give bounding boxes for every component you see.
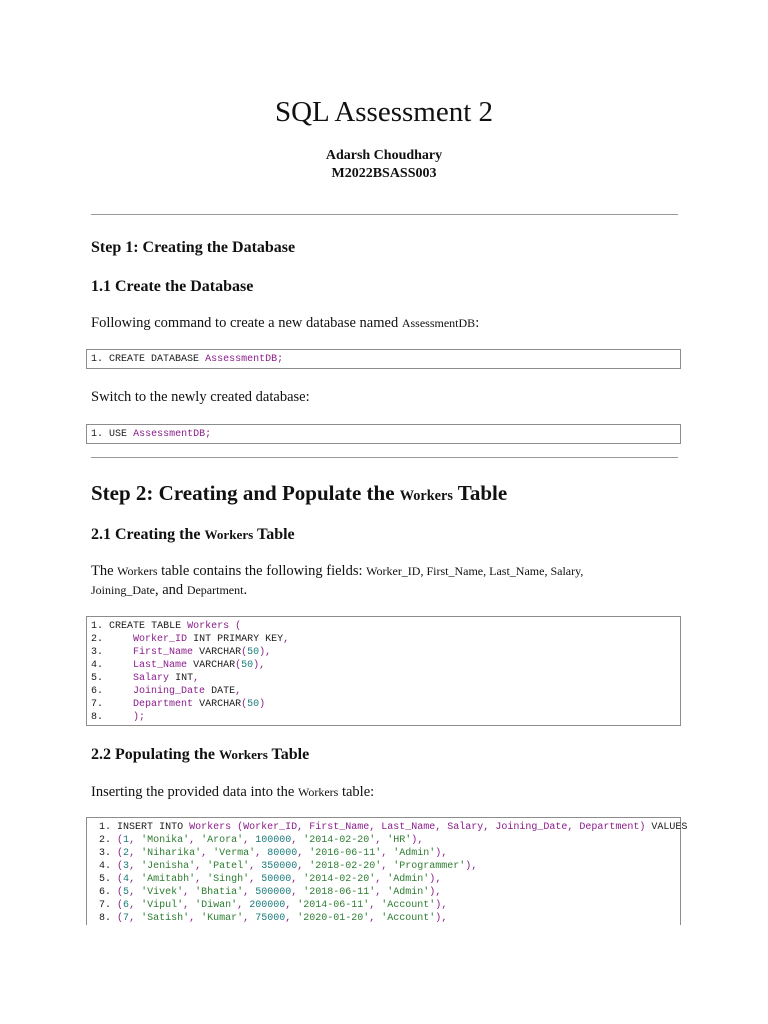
code-punct: ) [429,887,436,898]
line-number: 1. [93,822,112,833]
code-line [91,620,680,633]
code-punct: ; [139,712,146,723]
code-punct: , [129,835,136,846]
code-punct: ( [117,861,124,872]
step1-subheading: 1.1 Create the Database [91,278,254,295]
divider [91,457,678,458]
code-number: 80000 [267,848,298,859]
code-punct: , [471,861,478,872]
code-string: 'Patel' [207,861,250,872]
insert-table-name: Workers [297,785,339,799]
fields-paragraph-line1 [91,561,583,581]
subheading-table: Workers [219,747,268,762]
code-punct: ( [117,848,124,859]
code-punct: ( [117,913,124,924]
code-keyword: CREATE [109,621,146,632]
code-punct: , [369,822,376,833]
fields-text: , and [155,582,184,598]
code-line [93,912,680,925]
code-line [91,698,680,711]
code-punct: ( [241,647,248,658]
code-punct: , [291,874,298,885]
code-identifier: Joining_Date [495,822,568,833]
line-number: 2. [93,835,112,846]
code-punct: , [441,913,448,924]
code-number: 5 [123,887,130,898]
code-number: 350000 [261,861,298,872]
code-string: '2018-02-20' [309,861,382,872]
line-number: 2. [91,634,104,645]
code-identifier: Last_Name [381,822,436,833]
code-identifier: AssessmentDB [205,354,278,365]
code-number: 500000 [255,887,292,898]
code-punct: , [255,848,262,859]
step2-subheading-populate [91,744,309,766]
use-database-code [86,424,681,444]
code-punct: ) [259,699,266,710]
code-string: 'Verma' [213,848,256,859]
code-punct: , [193,673,200,684]
code-punct: ( [117,887,124,898]
code-keyword: KEY [265,634,284,645]
code-punct: ( [117,874,124,885]
code-string: '2016-06-11' [309,848,382,859]
line-number: 6. [93,887,112,898]
code-identifier: Salary [133,673,170,684]
code-string: '2014-02-20' [303,874,376,885]
fields-list: Worker_ID, First_Name, Last_Name, Salary, [366,564,584,578]
code-string: 'Jenisha' [141,861,196,872]
subheading-table: Workers [204,527,254,542]
code-punct: ) [429,874,436,885]
code-punct: ) [465,861,472,872]
code-identifier: First_Name [133,647,194,658]
code-keyword: VALUES [651,822,688,833]
code-line [93,834,680,847]
code-string: 'Arora' [201,835,244,846]
code-identifier: Worker_ID [133,634,188,645]
author-name: Adarsh Choudhary [325,148,443,163]
code-text [103,634,133,645]
intro-text: Following command to create a new database named [91,315,399,331]
step1-heading: Step 1: Creating the Database [91,239,296,256]
code-punct: , [183,900,190,911]
code-punct: , [435,822,442,833]
code-text [103,647,133,658]
code-line [91,685,680,698]
insert-text: Inserting the provided data into the [91,784,295,800]
code-text [103,673,133,684]
code-punct: , [435,887,442,898]
code-line [91,646,680,659]
code-punct: , [441,900,448,911]
code-punct: , [375,874,382,885]
code-keyword: VARCHAR [193,660,236,671]
code-line [93,847,680,860]
code-punct: , [283,634,290,645]
code-punct: ) [435,913,442,924]
code-punct: , [129,887,136,898]
code-string: 'Admin' [387,874,430,885]
code-text [103,686,133,697]
code-number: 2 [123,848,130,859]
code-identifier: AssessmentDB [133,429,206,440]
insert-text: table: [341,784,375,800]
code-identifier: Last_Name [133,660,188,671]
code-punct: , [381,861,388,872]
code-punct: ( [235,660,242,671]
code-keyword: INTO [159,822,184,833]
step2-heading-end: Table [457,481,508,505]
fields-list: Department [186,583,244,597]
code-text [103,660,133,671]
code-string: 'HR' [387,835,412,846]
code-string: 'Account' [381,913,436,924]
line-number: 1. [91,354,104,365]
code-number: 1 [123,835,130,846]
code-identifier: Workers [187,621,230,632]
code-punct: ) [133,712,140,723]
code-number: 75000 [255,913,286,924]
code-punct: , [237,900,244,911]
code-line [93,821,688,834]
code-line [93,886,680,899]
code-punct: , [129,848,136,859]
code-string: '2014-06-11' [297,900,370,911]
line-number: 4. [91,660,104,671]
code-line [91,659,680,672]
code-punct: , [249,874,256,885]
code-identifier: Salary [447,822,484,833]
code-string: 'Singh' [207,874,250,885]
step2-heading-table: Workers [399,488,453,504]
insert-paragraph [91,782,374,802]
code-text [103,699,133,710]
code-string: 'Admin' [387,887,430,898]
code-punct: , [189,835,196,846]
code-line [91,711,680,724]
line-number: 8. [93,913,112,924]
code-string: '2020-01-20' [297,913,370,924]
code-punct: , [375,887,382,898]
insert-data-code [86,817,688,925]
code-punct: , [381,848,388,859]
line-number: 1. [91,429,104,440]
line-number: 4. [93,861,112,872]
code-punct: , [369,913,376,924]
code-punct: , [435,874,442,885]
code-punct: , [441,848,448,859]
code-number: 50 [247,647,260,658]
code-string: 'Programmer' [393,861,466,872]
code-punct: , [291,887,298,898]
subheading-end: Table [256,526,295,543]
intro-end: : [475,315,480,331]
line-number: 8. [91,712,104,723]
code-line [93,899,680,912]
code-punct: , [235,686,242,697]
code-punct: , [243,913,250,924]
code-punct: ) [259,647,266,658]
code-punct: , [375,835,382,846]
code-punct: , [129,861,136,872]
code-punct: , [265,647,272,658]
code-identifier: Department [133,699,194,710]
code-identifier: First_Name [309,822,370,833]
fields-text: . [243,582,248,598]
code-punct: , [249,861,256,872]
line-number: 3. [93,848,112,859]
subheading-text: 2.1 Creating the [91,526,201,543]
create-table-code [86,616,681,726]
code-string: 'Diwan' [195,900,238,911]
fields-paragraph-line2 [91,580,247,600]
code-keyword: PRIMARY [217,634,260,645]
line-number: 7. [93,900,112,911]
code-punct: , [417,835,424,846]
code-punct: ) [435,900,442,911]
code-string: 'Admin' [393,848,436,859]
code-number: 50 [241,660,254,671]
code-punct: ) [639,822,646,833]
code-punct: ( [117,835,124,846]
code-punct: , [483,822,490,833]
subheading-end: Table [271,746,310,763]
code-punct: , [297,822,304,833]
code-punct: ) [411,835,418,846]
code-string: 'Bhatia' [195,887,244,898]
line-number: 7. [91,699,104,710]
code-punct: ( [235,621,242,632]
code-number: 50 [247,699,260,710]
code-string: '2018-06-11' [303,887,376,898]
create-database-code [86,349,681,369]
fields-text: table contains the following fields: [161,563,363,579]
code-punct: , [189,913,196,924]
step2-heading-text: Step 2: Creating and Populate the [91,481,395,505]
code-punct: , [297,861,304,872]
step2-heading [91,479,507,510]
code-string: 'Kumar' [201,913,244,924]
switch-paragraph: Switch to the newly created database: [91,389,310,405]
code-keyword: INT [175,673,194,684]
code-string: 'Niharika' [141,848,202,859]
code-punct: ( [117,900,124,911]
code-punct: , [129,900,136,911]
code-number: 6 [123,900,130,911]
line-number: 5. [93,874,112,885]
code-string: 'Vivek' [141,887,184,898]
code-punct: ( [241,699,248,710]
code-string: 'Amitabh' [141,874,196,885]
code-punct: , [291,835,298,846]
code-punct: , [285,913,292,924]
code-punct: , [183,887,190,898]
code-punct: ( [237,822,244,833]
code-punct: , [567,822,574,833]
code-line [91,672,680,685]
code-punct: , [195,874,202,885]
page-title: SQL Assessment 2 [274,96,494,128]
code-punct: ) [253,660,260,671]
code-string: 'Satish' [141,913,190,924]
code-number: 3 [123,861,130,872]
fields-list: Joining_Date [91,583,155,597]
code-number: 50000 [261,874,292,885]
line-number: 1. [91,621,104,632]
code-string: 'Vipul' [141,900,184,911]
code-line [93,860,680,873]
code-keyword: CREATE DATABASE [109,354,200,365]
code-line [93,873,680,886]
code-punct: , [129,874,136,885]
code-punct: , [297,848,304,859]
code-number: 4 [123,874,130,885]
code-keyword: DATE [211,686,236,697]
code-punct: , [243,835,250,846]
code-string: 'Account' [381,900,436,911]
fields-text: The [91,563,114,579]
code-keyword: VARCHAR [199,647,242,658]
code-punct: , [243,887,250,898]
intro-db-name: AssessmentDB [401,316,476,330]
code-punct: , [129,913,136,924]
code-identifier: Joining_Date [133,686,206,697]
code-number: 100000 [255,835,292,846]
code-keyword: USE [109,429,128,440]
code-punct: , [259,660,266,671]
code-punct: , [285,900,292,911]
code-line [91,633,680,646]
code-punct: , [201,848,208,859]
subheading-text: 2.2 Populating the [91,746,216,763]
code-string: 'Monika' [141,835,190,846]
author-roll-number: M2022BSASS003 [331,166,437,181]
fields-table-name: Workers [117,564,158,578]
code-keyword: TABLE [151,621,182,632]
code-punct: , [369,900,376,911]
line-number: 5. [91,673,104,684]
code-identifier: Worker_ID [243,822,298,833]
step1-intro-paragraph [91,313,479,333]
code-number: 200000 [249,900,286,911]
divider [91,214,678,215]
code-keyword: INT [193,634,212,645]
code-punct: ; [205,429,212,440]
code-keyword: VARCHAR [199,699,242,710]
code-number: 7 [123,913,130,924]
line-number: 3. [91,647,104,658]
code-punct: ; [277,354,284,365]
code-string: '2014-02-20' [303,835,376,846]
code-text [103,712,133,723]
code-keyword: INSERT [117,822,154,833]
code-punct: , [195,861,202,872]
code-identifier: Workers [189,822,232,833]
code-punct: ) [435,848,442,859]
code-identifier: Department [579,822,640,833]
line-number: 6. [91,686,104,697]
step2-subheading-create [91,524,295,546]
